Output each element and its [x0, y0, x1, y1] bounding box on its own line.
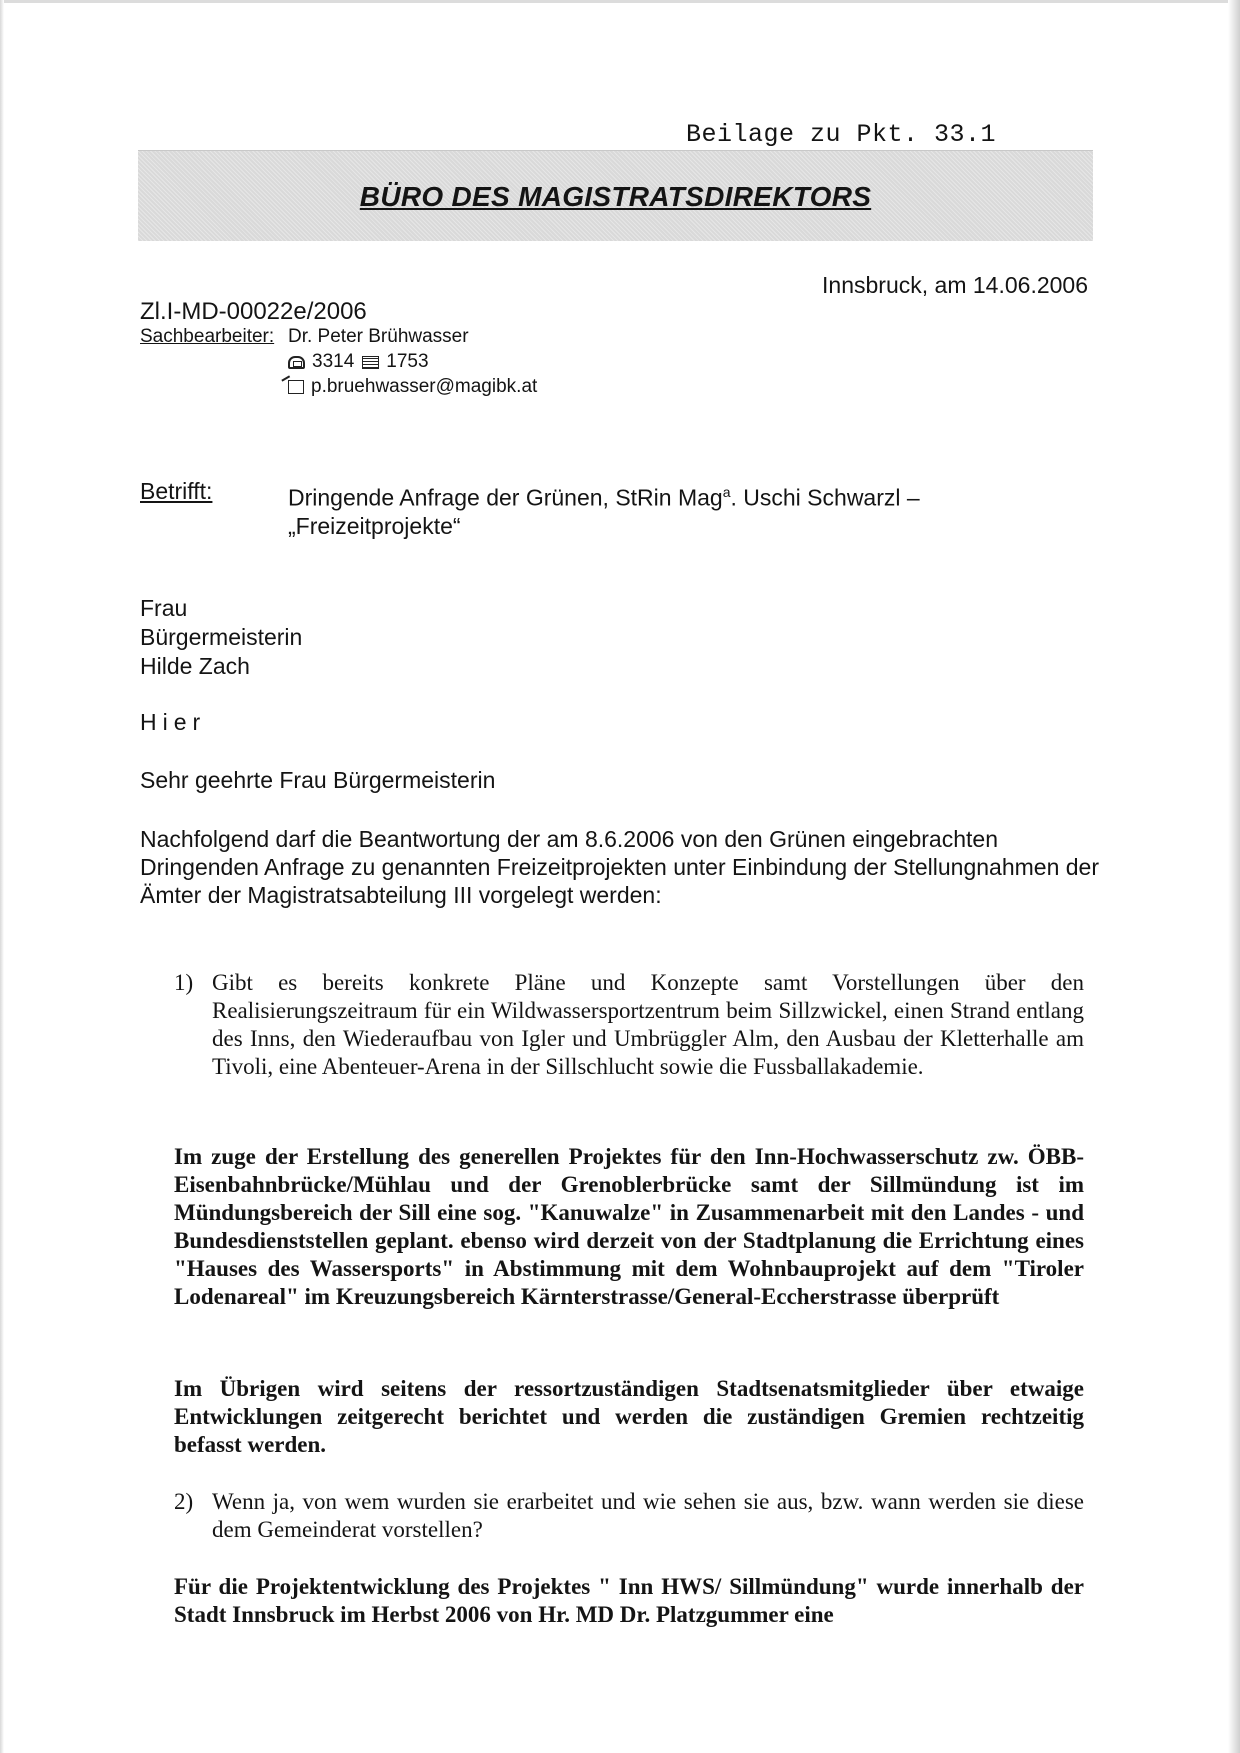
- scan-edge-right: [1228, 0, 1240, 1753]
- subject-text: [288, 478, 920, 540]
- intro-paragraph: Nachfolgend darf die Beantwortung der am 8.6.2006 von den Grünen eingebrachten Dringenden Anfrage zu genannten Freizeitprojekten unter Einbindung der Stellungnahmen der Ämter der Magistratsabteilung III vorgelegt werden:: [140, 826, 1099, 908]
- clerk-name: Dr. Peter Brühwasser: [288, 326, 469, 347]
- recipient-line-3: Hilde Zach: [140, 653, 250, 679]
- clerk-phone-fax: [288, 351, 429, 373]
- question-1-text: Gibt es bereits konkrete Pläne und Konzepte samt Vorstellungen über den Realisierungszeitraum für ein Wildwassersportzentrum beim Sillzwickel, einen Strand entlang des Inns, den Wiederaufbau von Igler und Umbrüggler Alm, den Ausbau der Kletterhalle am Tivoli, eine Abenteuer-Arena in der Sillschlucht sowie die Fussballakademie.: [212, 970, 1084, 1079]
- scan-edge-left: [0, 0, 4, 1753]
- scan-edge-top: [0, 0, 1240, 3]
- subject-line-1: [288, 478, 920, 512]
- place-date: Innsbruck, am 14.06.2006: [822, 272, 1088, 298]
- question-1: [174, 969, 1084, 1081]
- question-1-number: 1): [174, 970, 194, 995]
- subject-superscript: a: [722, 484, 731, 500]
- phone-icon: [288, 356, 305, 369]
- mail-icon: [288, 380, 304, 394]
- question-2: [174, 1488, 1084, 1544]
- question-2-text: Wenn ja, von wem wurden sie erarbeitet und wie sehen sie aus, bzw. wann werden sie diese dem Gemeinderat vorstellen?: [212, 1489, 1084, 1542]
- salutation: Sehr geehrte Frau Bürgermeisterin: [140, 767, 496, 793]
- office-banner: [138, 150, 1093, 241]
- subject-label: Betrifft:: [140, 478, 213, 504]
- subject-line-1-prefix: Dringende Anfrage der Grünen, StRin Mag: [288, 484, 723, 511]
- fax-icon: [362, 356, 379, 369]
- question-2-number: 2): [174, 1489, 194, 1514]
- subject-line-2: „Freizeitprojekte“: [288, 512, 461, 539]
- answer-2-paragraph-1: Für die Projektentwicklung des Projektes " Inn HWS/ Sillmündung" wurde innerhalb der Stadt Innsbruck im Herbst 2006 von Hr. MD Dr. Platzgummer eine: [174, 1574, 1084, 1627]
- clerk-fax: 1753: [386, 351, 429, 372]
- clerk-phone: 3314: [312, 351, 355, 372]
- answer-1-paragraph-1: Im zuge der Erstellung des generellen Projektes für den Inn-Hochwasserschutz zw. ÖBB-Eisenbahnbrücke/Mühlau und der Grenoblerbrücke samt der Sillmündung ist im Mündungsbereich der Sill eine sog. "Kanuwalze" in Zusammenarbeit mit den Landes - und Bundesdienststellen geplant. ebenso wird derzeit von der Stadtplanung die Errichtung eines "Hauses des Wassersports" in Abstimmung mit dem Wohnbauprojekt auf dem "Tiroler Lodenareal" im Kreuzungsbereich Kärnterstrasse/General-Eccherstrasse überprüft: [174, 1144, 1084, 1309]
- answer-1-paragraph-2: Im Übrigen wird seitens der ressortzuständigen Stadtsenatsmitglieder über etwaige Entwicklungen zeitgerecht berichtet und werden die zuständigen Gremien rechtzeitig befasst werden.: [174, 1376, 1084, 1457]
- clerk-email-row: [288, 376, 537, 398]
- subject-line-1-suffix: . Uschi Schwarzl –: [730, 484, 920, 511]
- office-title: BÜRO DES MAGISTRATSDIREKTORS: [359, 181, 872, 212]
- clerk-email: p.bruehwasser@magibk.at: [311, 376, 538, 397]
- reference-number: Zl.I-MD-00022e/2006: [140, 298, 367, 325]
- attachment-note: Beilage zu Pkt. 33.1: [686, 120, 997, 149]
- recipient-address: [140, 594, 302, 681]
- recipient-location: Hier: [140, 709, 207, 735]
- clerk-label: Sachbearbeiter:: [140, 326, 275, 347]
- recipient-line-2: Bürgermeisterin: [140, 624, 303, 650]
- recipient-line-1: Frau: [140, 595, 188, 621]
